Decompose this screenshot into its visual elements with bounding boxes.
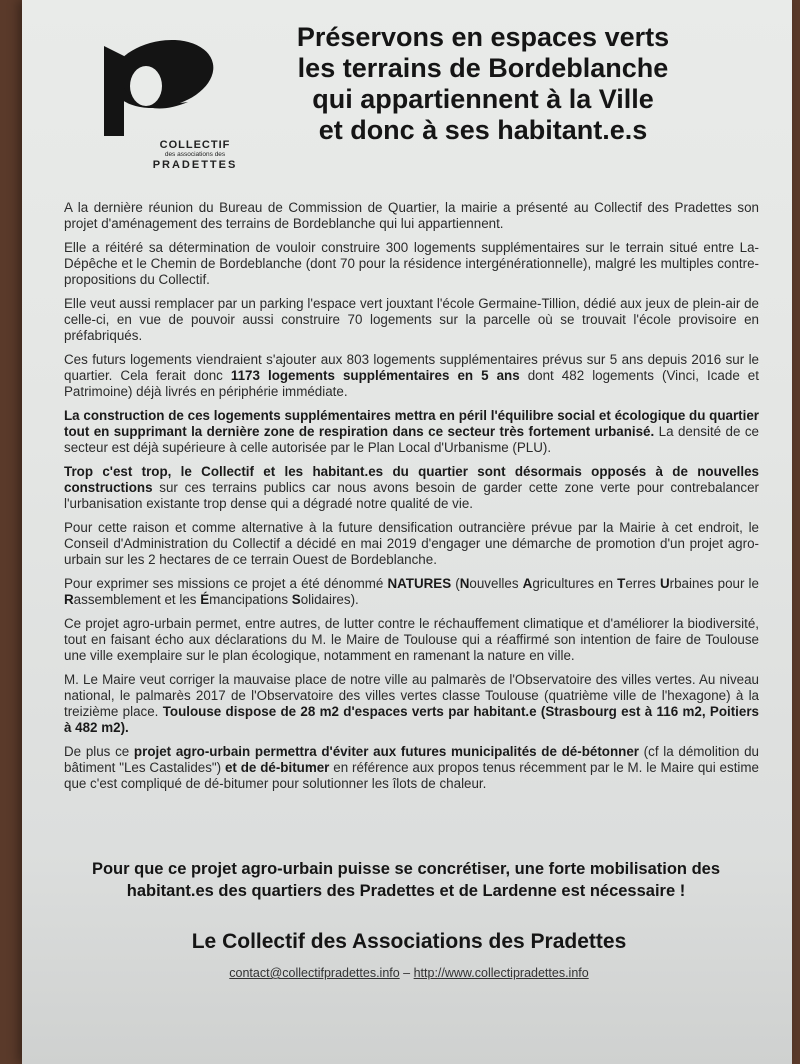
title-line-3: qui appartiennent à la Ville <box>312 84 654 114</box>
paragraph-1: A la dernière réunion du Bureau de Commission de Quartier, la mairie a présenté au Collectif des Pradettes son projet d'aménagement des terrains de Bordeblanche qui lui appartiennent. <box>64 200 759 231</box>
paragraph-7: Pour cette raison et comme alternative à la future densification outrancière prévue par la Mairie à cet endroit, le Conseil d'Administration du Collectif a décidé en mai 2019 d'engager une démarche de promotion d'un projet agro-urbain sur les 2 hectares de ce terrain Ouest de Bordeblanche. <box>64 520 759 567</box>
paragraph-4: Ces futurs logements viendraient s'ajouter aux 803 logements supplémentaires prévus sur 5 ans depuis 2016 sur le quartier. Cela ferait donc 1173 logements supplémentaires en 5 ans dont 482 logements (Vinci, Icade et Patrimoine) déjà livrés en périphérie immédiate. <box>64 352 759 399</box>
logo-line-collectif: COLLECTIF <box>159 139 231 151</box>
paragraph-3: Elle veut aussi remplacer par un parking l'espace vert jouxtant l'école Germaine-Tillion, dédié aux jeux de plein-air de celle-ci, en vue de pouvoir aussi construire 70 logements sur la parcelle où se trouvait l'école provisoire en préfabriqués. <box>64 296 759 343</box>
paragraph-8: Pour exprimer ses missions ce projet a été dénommé NATURES (Nouvelles Agricultures en Terres Urbaines pour le Rassemblement et les Émancipations Solidaires). <box>64 576 759 607</box>
contact-email-link[interactable]: contact@collectifpradettes.info <box>229 966 400 980</box>
title-line-2: les terrains de Bordeblanche <box>297 53 669 83</box>
page-title <box>218 22 748 146</box>
flyer-page <box>22 0 792 1064</box>
collectif-logo <box>84 28 238 171</box>
paragraph-11: De plus ce projet agro-urbain permettra d'éviter aux futures municipalités de dé-bétonner (cf la démolition du bâtiment "Les Castalides") et de dé-bitumer en référence aux propos tenus récemment par le M. le Maire qui estime que c'est compliqué de dé-bitumer pour solutionner les îlots de chaleur. <box>64 744 759 791</box>
paragraph-9: Ce projet agro-urbain permet, entre autres, de lutter contre le réchauffement climatique et d'améliorer la biodiversité, tout en faisant écho aux déclarations du M. le Maire de Toulouse qui a réaffirmé son intention de faire de Toulouse une ville exemplaire sur le plan écologique, notamment en ramenant la nature en ville. <box>64 616 759 663</box>
signature: Le Collectif des Associations des Pradettes <box>191 930 627 953</box>
title-line-4: et donc à ses habitant.e.s <box>318 115 648 145</box>
website-link[interactable]: http://www.collectipradettes.info <box>413 966 589 980</box>
title-line-1: Préservons en espaces verts <box>296 22 670 52</box>
paragraph-5: La construction de ces logements supplémentaires mettra en péril l'équilibre social et écologique du quartier tout en supprimant la dernière zone de respiration dans ce secteur très fortement urbanisé. La densité de ce secteur est déjà supérieure à celle autorisée par le Plan Local d'Urbanisme (PLU). <box>64 408 759 455</box>
mobilisation-callout: Pour que ce projet agro-urbain puisse se concrétiser, une forte mobilisation des habitant.es des quartiers des Pradettes et de Lardenne est nécessaire ! <box>91 860 721 900</box>
logo-line-pradettes: PRADETTES <box>152 158 238 171</box>
paragraph-6: Trop c'est trop, le Collectif et les habitant.es du quartier sont désormais opposés à de nouvelles constructions sur ces terrains publics car nous avons besoin de garder cette zone verte pour contrebalancer l'urbanisation existante trop dense qui a dégradé notre qualité de vie. <box>64 464 759 511</box>
logo-graphic-icon <box>84 28 214 143</box>
body-text <box>64 200 759 800</box>
paragraph-10: M. Le Maire veut corriger la mauvaise place de notre ville au palmarès de l'Observatoire des villes vertes. Au niveau national, le palmarès 2017 de l'Observatoire des villes vertes classe Toulouse (quatrième ville de l'hexagone) à la treizième place. Toulouse dispose de 28 m2 d'espaces verts par habitant.e (Strasbourg est à 116 m2, Poitiers à 482 m2). <box>64 672 759 735</box>
contact-line <box>44 966 774 980</box>
paragraph-2: Elle a réitéré sa détermination de vouloir construire 300 logements supplémentaires sur le terrain situé entre La-Dépêche et le Chemin de Bordeblanche (dont 70 pour la résidence intergénérationnelle), malgré les multiples contre-propositions du Collectif. <box>64 240 759 287</box>
logo-line-associations: des associations des <box>164 151 226 158</box>
contact-separator: – <box>399 966 414 980</box>
